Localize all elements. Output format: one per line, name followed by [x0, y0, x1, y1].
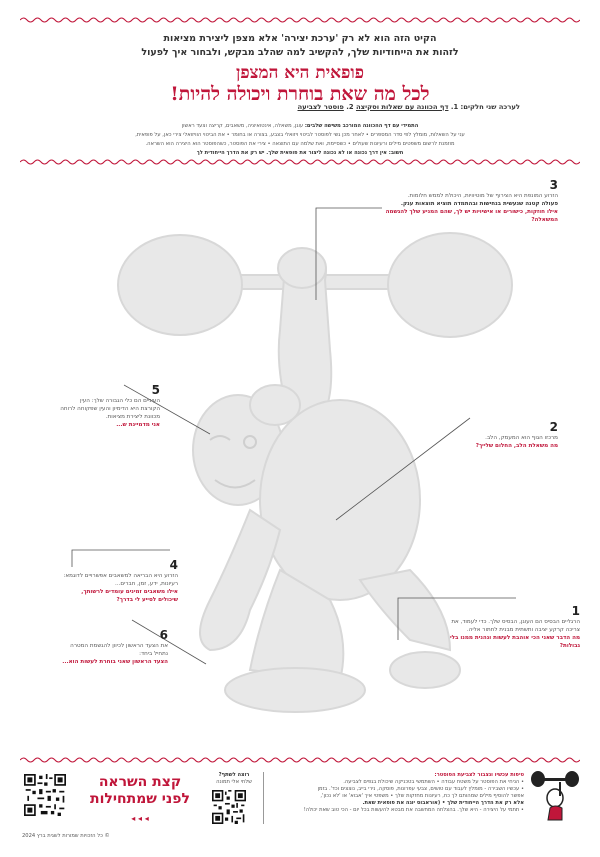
- share-section: [208, 772, 260, 786]
- footer: [20, 768, 580, 830]
- callout-3-question: אילו חוזקות, כישורים או אישיויות יש לך, שהם המניע שלך להגשמה המשאלה?: [385, 209, 558, 223]
- intro-text: [40, 32, 560, 60]
- callout-4-text: הזרוע היא הבריאה למשאבים אפשרויים לדוגמא: רעיונות, ידע, זמן, חברים...: [63, 573, 178, 587]
- callout-6-number: 6: [159, 628, 168, 642]
- instructions-line-3: מוזמנת לרשום משפטים מילים ורעיונות שעולים • כשסיימת, ואת שלמה עם התוצאה • צירי את הפוסטר, כשהפוסטר הוא היצירה הוא השראה.: [145, 141, 455, 147]
- tip-4: אלא רק את הדרך הייחודית שלך • (אוראבוס יוגה את פופאית שאת.: [362, 800, 524, 806]
- instructions-line-4: חשוב: אין דרך נכונה או לא נכונה ליצור את פופאית שלך. יש רק את הדרך הייחודית לך: [196, 150, 404, 156]
- intro-line-2: לזהות את הייחודיות שלך, להקשיב למה שהלב מבקש, ולבחור איך לפעול: [141, 47, 459, 58]
- callout-2-question: מה משאלת הלב, החלום שלייך?: [475, 443, 558, 449]
- arrows-icon: ◂ ◂ ◂: [131, 814, 149, 823]
- callout-1-text: הרגליים הבסיס הם העוגן, הבסיס שלך. כדי לעמוד, את צריכה קרקע יציבה ותשתית מבנית לחתור אליה.: [451, 619, 580, 633]
- callout-3-arm: [378, 178, 558, 224]
- callout-5-number: 5: [151, 383, 160, 397]
- callout-5-question: אני מדמיינת ש...: [116, 422, 160, 428]
- callout-1-legs: [438, 604, 580, 650]
- top-wavy-border: [20, 16, 580, 24]
- weightlifter-icon: [530, 768, 580, 826]
- callout-4-question: אילו משאבים זמינים עומדים לרשותך, שיכולים לסייע לי בדרך?: [81, 589, 178, 603]
- callout-6-text: את הצעד הראשון לכיוון להגשמת המטרה נתחיל ביחד:: [70, 643, 168, 657]
- copyright-notice: © כל הזכויות שמורות לשגית ברץ 2024: [22, 833, 110, 839]
- bottom-wavy-border: [20, 756, 580, 764]
- kit-part-2: פוסטר לצביעה: [297, 103, 344, 111]
- callout-5-eyes: [60, 383, 160, 429]
- share-qr-code[interactable]: [212, 790, 246, 824]
- title-line-1: פופאית היא המצפן: [236, 63, 364, 83]
- callout-3-bold: פעולה קטנה שנעשית בנחישות ובהתמדה תוציא תוצאות ענק.: [400, 201, 558, 207]
- callout-5-text: העיניים הם כלי הגבורה שלך: העין הקורצת היא הדימיון והעין שפקוחה לרוחה מכוונת ליצירת מציאות.: [60, 398, 160, 420]
- tips-title: טיפות עכשיו ונצבור לצביעת הפוסטר:: [434, 772, 524, 778]
- inspiration-line-1: קצת השראה: [98, 774, 182, 790]
- callout-2-text: מרכזו הגוף הוא המעמק, הלב.: [485, 435, 558, 441]
- tip-1: • הניחי את הפוסטר על משטח עבודה • השתמשי בטכניקה שיכולת בגפים לצביעה.: [343, 779, 524, 785]
- middle-wavy-border: [20, 158, 580, 166]
- callout-4-number: 4: [169, 558, 178, 572]
- instructions-bold: התמידי עם דף ההכוונה המורכב משישה שלבים:: [304, 123, 419, 129]
- share-title: רוצה לשתף?: [218, 772, 250, 778]
- callout-1-question: מה הדבר שאני הכי אוהבת לעשות ונהנית ממנו בלי גבולות?: [450, 635, 580, 649]
- callout-2-number: 2: [549, 420, 558, 434]
- instructions-stages: עוגן, משאלה, אינטואיציה, משאבים, קריצה וצעד ראשון: [181, 123, 304, 129]
- inspiration-qr-code[interactable]: [24, 774, 66, 816]
- intro-line-1: הקיט הזה הוא לא רק 'ערכת יצירה' אלא מצפן ליצירת מציאות: [163, 33, 437, 44]
- callout-3-text: הזרוע המונפת היא הצירוף של מוטיוויות, היכולת לממש חלומות.: [407, 193, 558, 199]
- page-title: [40, 63, 560, 105]
- callout-6-first-step: [60, 628, 168, 666]
- kit-parts-sep: 2.: [346, 103, 354, 111]
- inspiration-title: [90, 774, 190, 827]
- callout-6-question: הצעד הראשון שאני בוחרת לעשות הוא...: [62, 659, 168, 665]
- instructions-line-2: עני על השאלות, מומלץ לפי סדר המספרים • לאחר מכן גשי לפוסטר לביטוי ויזואלי בצבע, בצורה או בחומר • את הביטוי הוויזואלי צירי כאן, על פופאית,: [135, 132, 465, 138]
- kit-parts-prefix: לערכה שני חלקים: 1.: [450, 103, 520, 111]
- tip-2: • עכשיו השבירה - מומלץ לעבוד עם טושים, צבעי עפרונות, פוסקה, נירי בייב, נוצצים וכד'. בזמן: [317, 786, 524, 792]
- tip-5: • תתמי על היצירה - היא שלך. בהצלחה המחשבה את מבטא להעשות בכל יום - הכי טוב שאת יכולה!: [303, 807, 524, 813]
- coloring-tips: [294, 772, 524, 814]
- instructions: [40, 122, 560, 158]
- kit-part-1: דף הכוונה עם שאלות וסקיצה: [355, 103, 449, 111]
- inspiration-line-2: לפני שמתחילות: [90, 791, 190, 807]
- kit-parts: [298, 103, 521, 111]
- callout-2-heart: [418, 420, 558, 450]
- title-line-2: לכל מה שאת בוחרת ויכולה להיות!: [170, 83, 430, 105]
- callout-1-number: 1: [571, 604, 580, 618]
- share-text: שלחי אלי תמונה: [216, 779, 252, 785]
- callout-4-resources: [60, 558, 178, 604]
- callout-3-number: 3: [549, 178, 558, 192]
- tip-3: אפשר להוסיף מילים שמהותם לך כח, רעיונות מחזקות שלך • משפטי איך 'אבוא' או 'לא נכון',: [320, 793, 524, 799]
- footer-divider: [263, 772, 264, 824]
